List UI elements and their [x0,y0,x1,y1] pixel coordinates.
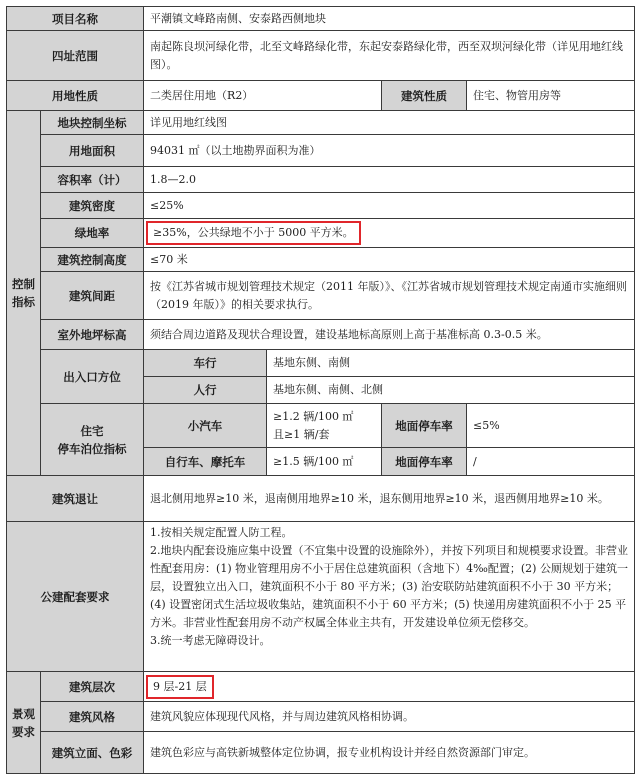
car-value [267,404,382,448]
row-style [7,702,635,732]
facade-color-value: 建筑色彩应与高铁新城整体定位协调，报专业机构设计并经自然资源部门审定。 [144,732,635,774]
public-facilities-item-1: 1.按相关规定配置人防工程。 [150,526,293,539]
land-use-value: 二类居住用地（R2） [144,81,382,111]
bike-value: ≥1.5 辆/100 ㎡ [267,448,382,476]
style-label: 建筑风格 [41,702,144,732]
land-area-label: 用地面积 [41,135,144,167]
setback-label: 建筑退让 [7,476,144,522]
density-label: 建筑密度 [41,193,144,219]
row-public-facilities [7,522,635,672]
facade-color-label: 建筑立面、色彩 [41,732,144,774]
bike-ground-parking-label: 地面停车率 [382,448,467,476]
green-ratio-value: ≥35%，公共绿地不小于 5000 平方米。 [153,226,354,239]
row-boundary [7,31,635,81]
far-value: 1.8—2.0 [144,167,635,193]
floors-highlight [146,675,214,699]
row-setback [7,476,635,522]
pedestrian-entrance-label: 人行 [144,377,267,404]
height-label: 建筑控制高度 [41,248,144,272]
bike-label: 自行车、摩托车 [144,448,267,476]
elevation-value: 须结合周边道路及现状合理设置，建设基地标高原则上高于基准标高 0.3-0.5 米。 [144,320,635,350]
boundary-label: 四址范围 [7,31,144,81]
row-height [7,248,635,272]
row-land-area [7,135,635,167]
landscape-group-label: 景观要求 [7,672,41,774]
floors-label: 建筑层次 [41,672,144,702]
planning-conditions-table [6,6,635,774]
density-value: ≤25% [144,193,635,219]
floors-value: 9 层-21 层 [153,679,207,693]
car-ground-parking-value: ≤5% [467,404,635,448]
row-parking-car [7,404,635,448]
car-value-line1: ≥1.2 辆/100 ㎡ [273,409,354,423]
row-coordinates [7,111,635,135]
vehicle-entrance-label: 车行 [144,350,267,377]
height-value: ≤70 米 [144,248,635,272]
floors-cell [144,672,635,702]
green-ratio-label: 绿地率 [41,219,144,248]
building-nature-label: 建筑性质 [382,81,467,111]
row-far [7,167,635,193]
green-ratio-cell [144,219,635,248]
bike-ground-parking-value: / [467,448,635,476]
project-name-label: 项目名称 [7,7,144,31]
building-nature-value: 住宅、物管用房等 [467,81,635,111]
public-facilities-value [144,522,635,672]
control-indicators-group-label: 控制指标 [7,111,41,476]
entrance-label: 出入口方位 [41,350,144,404]
row-spacing [7,272,635,320]
row-land-use [7,81,635,111]
row-floors [7,672,635,702]
spacing-label: 建筑间距 [41,272,144,320]
parking-label [41,404,144,476]
vehicle-entrance-value: 基地东侧、南侧 [267,350,635,377]
row-elevation [7,320,635,350]
elevation-label: 室外地坪标高 [41,320,144,350]
coordinates-value: 详见用地红线图 [144,111,635,135]
green-ratio-highlight [146,221,361,245]
project-name-value: 平潮镇文峰路南侧、安泰路西侧地块 [144,7,635,31]
far-label: 容积率（计） [41,167,144,193]
parking-label-line2: 停车泊位指标 [57,441,127,456]
row-density [7,193,635,219]
parking-label-line1: 住宅 [80,423,104,438]
spacing-value: 按《江苏省城市规划管理技术规定（2011 年版）》、《江苏省城市规划管理技术规定南通市实施细则（2019 年版）》的相关要求执行。 [144,272,635,320]
row-project-name [7,7,635,31]
coordinates-label: 地块控制坐标 [41,111,144,135]
setback-value: 退北侧用地界≥10 米，退南侧用地界≥10 米，退东侧用地界≥10 米，退西侧用地界≥10 米。 [144,476,635,522]
car-label: 小汽车 [144,404,267,448]
style-value: 建筑风貌应体现现代风格，并与周边建筑风格相协调。 [144,702,635,732]
land-area-value: 94031 ㎡（以土地勘界面积为准） [144,135,635,167]
car-ground-parking-label: 地面停车率 [382,404,467,448]
public-facilities-item-2: 2.地块内配套设施应集中设置（不宜集中设置的设施除外），并按下列项目和规模要求设置。非营业性配套用房：(1) 物业管理用房不小于居住总建筑面积（含地下）4‰配置；(2) 公厕规划于建筑一层，设置独立出入口，建筑面积不小于 80 平方米；(3) 治安联防站建筑面积不小于 30 平方米；(4) 设置密闭式生活垃圾收集站，建筑面积不小于 60 平方米；(5) 快递用房建筑面积不小于 25 平方米。非营业性配套用房不动产权属全体业主共有，开发建设单位须无偿移交。 [150,544,629,629]
car-value-line2: 且≥1 辆/套 [273,427,330,441]
row-entrance-vehicle [7,350,635,377]
row-facade-color [7,732,635,774]
boundary-value: 南起陈良坝河绿化带，北至文峰路绿化带，东起安泰路绿化带，西至双坝河绿化带（详见用地红线图）。 [144,31,635,81]
pedestrian-entrance-value: 基地东侧、南侧、北侧 [267,377,635,404]
public-facilities-item-3: 3.统一考虑无障碍设计。 [150,634,271,647]
public-facilities-label: 公建配套要求 [7,522,144,672]
row-green-ratio [7,219,635,248]
land-use-label: 用地性质 [7,81,144,111]
